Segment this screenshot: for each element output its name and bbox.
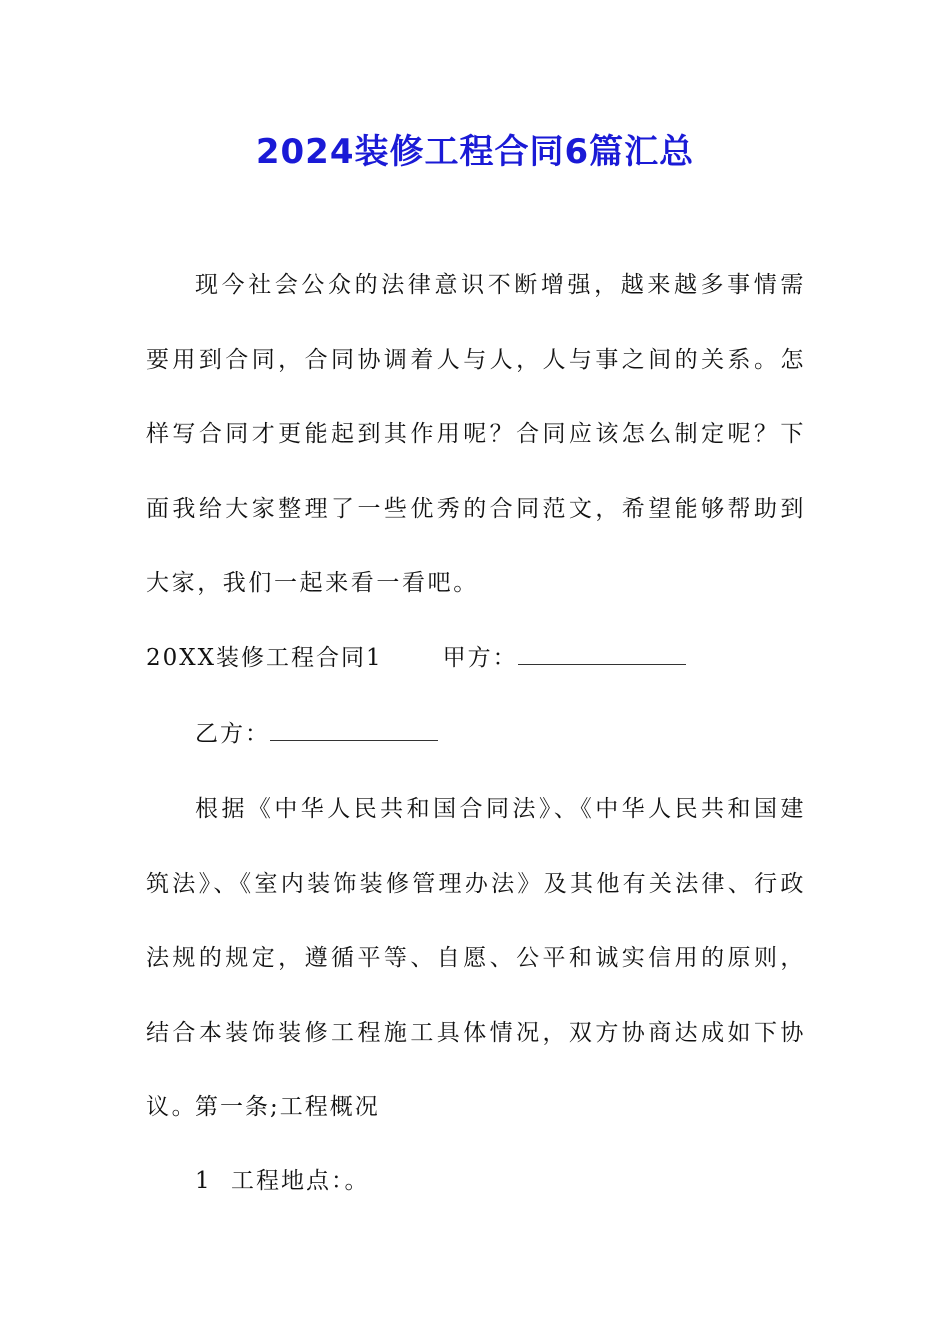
party-b-line [195, 714, 438, 754]
party-a-label: 甲方： [442, 645, 518, 671]
legal-basis-paragraph: 根据《中华人民共和国合同法》、《中华人民共和国建筑法》、《室内装饰装修管理办法》及其他有关法律、行政法规的规定，遵循平等、自愿、公平和诚实信用的原则，结合本装饰装修工程施工具体情况，双方协商达成如下协议。 [146, 796, 806, 1120]
contract-heading: 20XX装修工程合同1 [146, 645, 383, 671]
intro-block [146, 248, 806, 621]
item-1-number: 1 [195, 1168, 212, 1194]
party-a-blank [518, 644, 686, 665]
article-1-heading: 第一条;工程概况 [195, 1094, 380, 1120]
document-title: 2024装修工程合同6篇汇总 [255, 132, 695, 172]
item-1-text: 工程地点：。 [231, 1168, 370, 1194]
intro-paragraph: 现今社会公众的法律意识不断增强，越来越多事情需要用到合同，合同协调着人与人，人与事之间的关系。怎样写合同才更能起到其作用呢？合同应该怎么制定呢？下面我给大家整理了一些优秀的合同范文，希望能够帮助到大家，我们一起来看一看吧。 [146, 272, 806, 596]
party-b-label: 乙方： [195, 721, 270, 747]
contract-heading-line [146, 638, 686, 678]
item-1-line [195, 1161, 370, 1201]
party-b-blank [270, 720, 438, 741]
